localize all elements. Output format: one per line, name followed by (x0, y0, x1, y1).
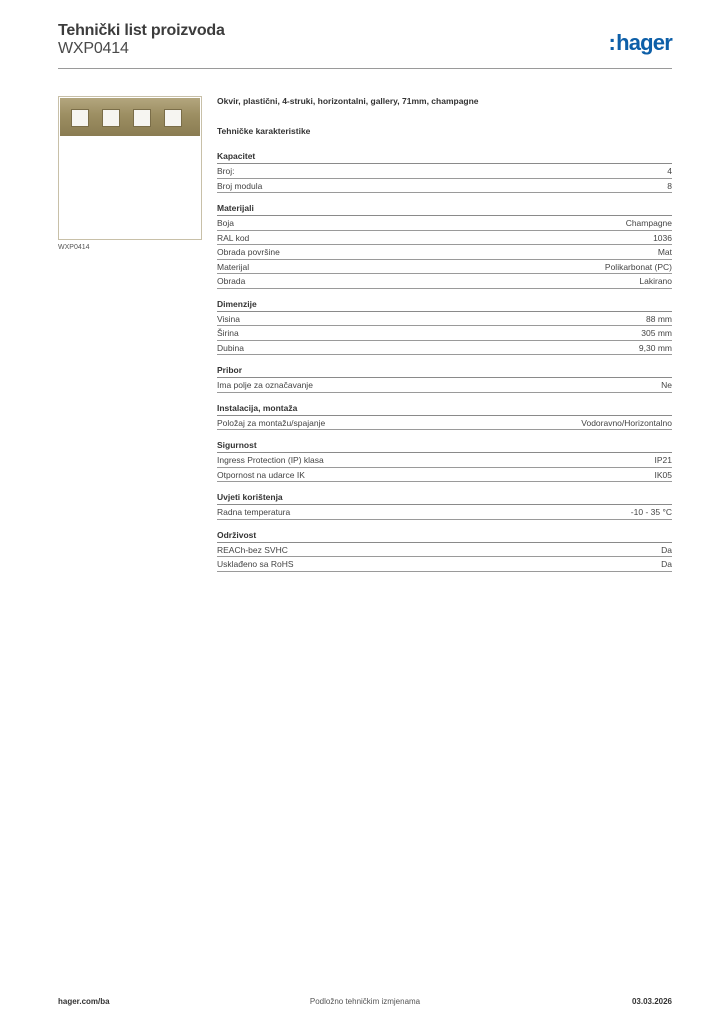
spec-label: Visina (217, 313, 240, 324)
section-title: Materijali (217, 202, 672, 216)
section-title: Instalacija, montaža (217, 402, 672, 416)
frame-slot (164, 109, 182, 127)
spec-value: IK05 (654, 469, 672, 480)
frame-plate (60, 98, 200, 136)
spec-label: Dubina (217, 342, 244, 353)
spec-value: Ne (661, 380, 672, 390)
spec-row (217, 326, 672, 341)
spec-section (217, 202, 672, 289)
logo-text: hager (616, 30, 672, 55)
spec-value: IP21 (654, 455, 672, 465)
spec-row (217, 341, 672, 356)
spec-row (217, 216, 672, 231)
footer-disclaimer: Podložno tehničkim izmjenama (309, 997, 421, 1006)
section-title: Uvjeti korištenja (217, 491, 672, 505)
spec-label: Širina (217, 328, 239, 338)
spec-label: Položaj za montažu/spajanje (217, 417, 326, 428)
spec-label: Materijal (217, 261, 250, 272)
spec-value: 88 mm (646, 313, 672, 324)
spec-row (217, 260, 672, 275)
spec-sections (217, 150, 672, 572)
spec-row (217, 468, 672, 483)
section-title: Dimenzije (217, 298, 672, 312)
spec-section (217, 402, 672, 431)
spec-row (217, 245, 672, 260)
spec-row (217, 453, 672, 468)
spec-label: Obrada površine (217, 247, 280, 257)
spec-row (217, 378, 672, 393)
spec-section (217, 364, 672, 393)
spec-value: 8 (667, 180, 672, 191)
spec-value: Da (661, 544, 672, 555)
spec-row (217, 312, 672, 327)
spec-label: Obrada (217, 276, 246, 286)
spec-value: Mat (657, 247, 672, 257)
hager-logo (609, 30, 672, 56)
spec-row (217, 505, 672, 520)
spec-value: 9,30 mm (638, 342, 672, 353)
section-title: Sigurnost (217, 439, 672, 453)
spec-row (217, 543, 672, 558)
spec-label: Radna temperatura (217, 507, 291, 517)
footer-website[interactable]: hager.com/ba (58, 997, 110, 1006)
frame-slot (71, 109, 89, 127)
spec-value: Champagne (625, 218, 672, 228)
spec-label: Broj modula (217, 180, 263, 191)
spec-row (217, 416, 672, 431)
footer-date: 03.03.2026 (631, 997, 672, 1006)
page-header (58, 22, 672, 68)
section-title: Održivost (217, 529, 672, 543)
spec-label: Ima polje za označavanje (217, 380, 313, 390)
product-description: Okvir, plastični, 4-struki, horizontalni, gallery, 71mm, champagne (217, 96, 479, 106)
document-title: Tehnički list proizvoda (58, 22, 225, 39)
header-divider (58, 68, 672, 69)
logo-colon-mark: : (608, 30, 616, 55)
spec-row (217, 179, 672, 194)
spec-value: 1036 (653, 232, 672, 243)
spec-row (217, 557, 672, 572)
spec-section (217, 529, 672, 572)
page-footer (58, 997, 672, 1009)
spec-label: REACh-bez SVHC (217, 544, 288, 555)
product-image (58, 96, 202, 240)
spec-label: RAL kod (217, 232, 250, 243)
spec-row (217, 274, 672, 289)
spec-value: Da (661, 559, 672, 569)
section-title: Pribor (217, 364, 672, 378)
spec-label: Boja (217, 218, 235, 228)
spec-content (217, 96, 672, 581)
spec-section (217, 150, 672, 193)
spec-section (217, 439, 672, 482)
section-title: Kapacitet (217, 150, 672, 164)
spec-section (217, 491, 672, 520)
spec-value: 305 mm (641, 328, 672, 338)
spec-row (217, 231, 672, 246)
spec-value: 4 (667, 166, 672, 176)
spec-value: Lakirano (639, 276, 672, 286)
image-caption: WXP0414 (58, 244, 90, 251)
frame-slot (133, 109, 151, 127)
spec-label: Broj: (217, 166, 235, 176)
spec-label: Usklađeno sa RoHS (217, 559, 294, 569)
spec-value: Vodoravno/Horizontalno (581, 417, 672, 428)
product-code: WXP0414 (58, 40, 129, 57)
spec-section (217, 298, 672, 356)
spec-label: Ingress Protection (IP) klasa (217, 455, 324, 465)
tech-characteristics-title: Tehničke karakteristike (217, 126, 311, 136)
spec-row (217, 164, 672, 179)
spec-value: -10 - 35 °C (630, 507, 672, 517)
spec-value: Polikarbonat (PC) (604, 261, 672, 272)
frame-slot (102, 109, 120, 127)
spec-label: Otpornost na udarce IK (217, 469, 305, 480)
